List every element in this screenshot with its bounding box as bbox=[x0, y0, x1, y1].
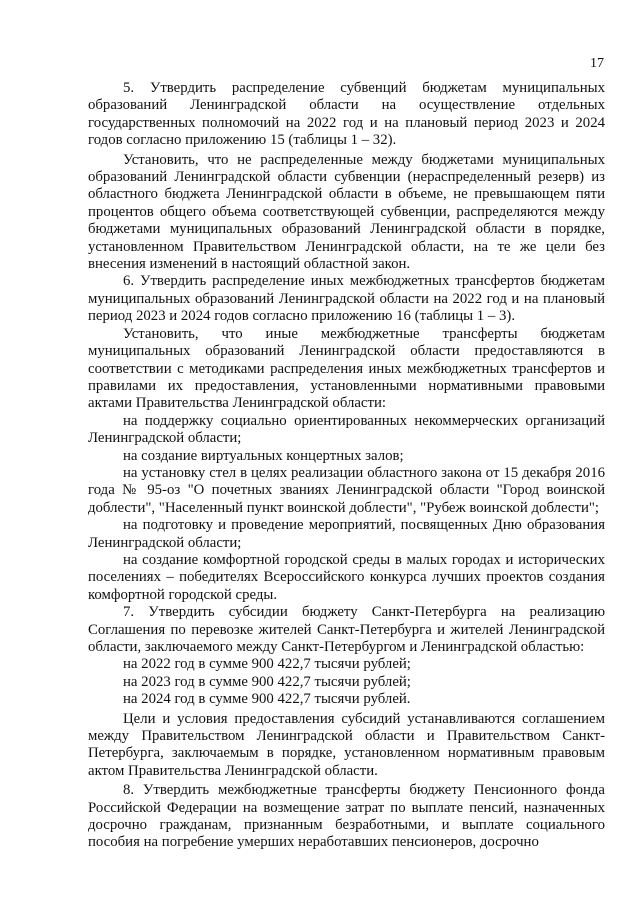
paragraph-transfers-methods: Установить, что иные межбюджетные трансферты бюджетам муниципальных образований Ленинградской области предоставляются в соответствии с методиками распределения иных межбюджетных трансфертов и правилами их предоставления, установленными нормативными правовыми актами Правительства Ленинградской области: bbox=[88, 325, 605, 412]
paragraph-8-pension-fund: 8. Утвердить межбюджетные трансферты бюджету Пенсионного фонда Российской Федерации на возмещение затрат по выплате пенсий, назначенных досрочно гражданам, признанным безработными, и выплате социального пособия на погребение умерших неработавших пенсионеров, досрочно bbox=[88, 782, 605, 851]
list-item-amount-2022: на 2022 год в сумме 900 422,7 тысячи рублей; bbox=[123, 656, 411, 673]
list-item-steles: на установку стел в целях реализации областного закона от 15 декабря 2016 года № 95-оз "О почетных званиях Ленинградской области "Город воинской доблести", "Населенный пункт воинской доблести", "Рубеж воинской доблести"; bbox=[88, 464, 605, 516]
list-item-concert-halls: на создание виртуальных концертных залов; bbox=[123, 447, 404, 464]
list-item-region-day: на подготовку и проведение мероприятий, посвященных Дню образования Ленинградской области; bbox=[88, 517, 605, 551]
list-item-amount-2024: на 2024 год в сумме 900 422,7 тысячи рублей. bbox=[123, 691, 411, 708]
paragraph-6-transfers: 6. Утвердить распределение иных межбюджетных трансфертов бюджетам муниципальных образований Ленинградской области на 2022 год и на плановый период 2023 и 2024 годов согласно приложению 16 (таблицы 1 – 3). bbox=[88, 273, 605, 325]
paragraph-reserve: Установить, что не распределенные между бюджетами муниципальных образований Ленинградской области субвенции (нераспределенный резерв) из областного бюджета Ленинградской области в объеме, не превышающем пяти процентов общего объема соответствующей субвенции, распределяются между бюджетами муниципальных образований Ленинградской области в порядке, установленном Правительством Ленинградской области, на те же цели без внесения изменений в настоящий областной закон. bbox=[88, 151, 605, 273]
paragraph-subsidy-conditions: Цели и условия предоставления субсидий устанавливаются соглашением между Правительством Ленинградской области и Правительством Санкт-Петербурга, заключаемым в порядке, установленном нормативным правовым актом Правительства Ленинградской области. bbox=[88, 710, 605, 779]
list-item-nco-support: на поддержку социально ориентированных некоммерческих организаций Ленинградской области; bbox=[88, 412, 605, 447]
list-item-urban-environment: на создание комфортной городской среды в малых городах и исторических поселениях – победителях Всероссийского конкурса лучших проектов создания комфортной городской среды. bbox=[88, 551, 605, 603]
paragraph-5-subventions: 5. Утвердить распределение субвенций бюджетам муниципальных образований Ленинградской области на осуществление отдельных государственных полномочий на 2022 год и на плановый период 2023 и 2024 годов согласно приложению 15 (таблицы 1 – 32). bbox=[88, 80, 605, 149]
page-number: 17 bbox=[590, 56, 604, 71]
document-body bbox=[88, 80, 605, 852]
paragraph-7-spb-subsidies: 7. Утвердить субсидии бюджету Санкт-Петербурга на реализацию Соглашения по перевозке жителей Санкт-Петербурга и жителей Ленинградской области, заключаемого между Санкт-Петербургом и Ленинградской областью: bbox=[88, 604, 605, 655]
list-item-amount-2023: на 2023 год в сумме 900 422,7 тысячи рублей; bbox=[123, 673, 411, 690]
